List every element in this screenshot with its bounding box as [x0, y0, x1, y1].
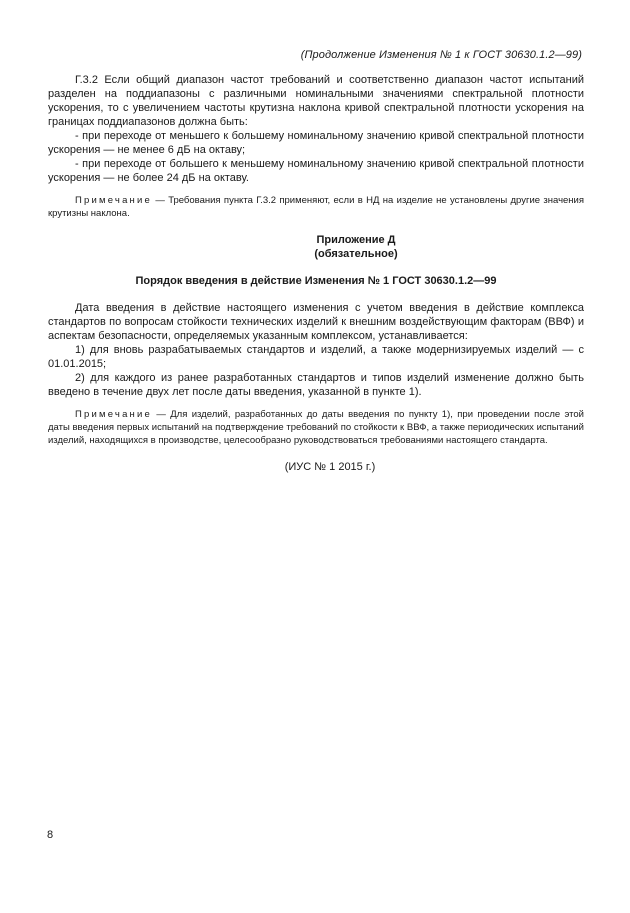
- note-label: Примечание: [75, 409, 152, 420]
- note-text: — Требования пункта Г.3.2 применяют, если в НД на изделие не установлены другие значения крутизны наклона.: [48, 195, 584, 219]
- continuation-header: (Продолжение Изменения № 1 к ГОСТ 30630.1.2—99): [300, 49, 582, 61]
- page-number: 8: [47, 829, 54, 841]
- clause-g32: Г.3.2 Если общий диапазон частот требований и соответственно диапазон частот испытаний разделен на поддиапазоны с различными номинальными значениями спектральной плотности ускорения, то с увеличением частоты крутизна наклона кривой спектральной плотности ускорения на границах поддиапазонов должна быть:: [48, 74, 584, 128]
- appendix-heading: Порядок введения в действие Изменения № 1 ГОСТ 30630.1.2—99: [135, 275, 497, 287]
- clause-g32-item-1: - при переходе от меньшего к большему номинальному значению кривой спектральной плотности ускорения — не менее 6 дБ на октаву;: [48, 130, 584, 156]
- appendix-paragraph: Дата введения в действие настоящего изменения с учетом введения в действие комплекса стандартов по вопросам стойкости технических изделий к внешним воздействующим факторам (ВВФ) и аспектам безопасности, определяемых указанным комплексом, устанавливается:: [48, 302, 584, 342]
- page-content: [48, 73, 584, 474]
- appendix-item-2: 2) для каждого из ранее разработанных стандартов и типов изделий изменение должно быть введено в течение двух лет после даты введения, указанной в пункте 1).: [48, 372, 584, 398]
- appendix-title: Приложение Д: [316, 234, 396, 246]
- note-text: — Для изделий, разработанных до даты введения по пункту 1), при проведении после этой даты введения первых испытаний на подтверждение требований по стойкости к ВВФ, а также периодических испытаний изделий, находящихся в производстве, целесообразно руководствоваться требованиями настоящего стандарта.: [48, 409, 584, 446]
- source-reference: (ИУС № 1 2015 г.): [284, 461, 376, 473]
- note-label: Примечание: [75, 195, 152, 206]
- note-appendix: [48, 408, 584, 447]
- note-g32: [48, 194, 584, 220]
- appendix-item-1: 1) для вновь разрабатываемых стандартов и изделий, а также модернизируемых изделий — с 01.01.2015;: [48, 344, 584, 370]
- clause-g32-item-2: - при переходе от большего к меньшему номинальному значению кривой спектральной плотности ускорения — не более 24 дБ на октаву.: [48, 158, 584, 184]
- appendix-status: (обязательное): [314, 248, 398, 260]
